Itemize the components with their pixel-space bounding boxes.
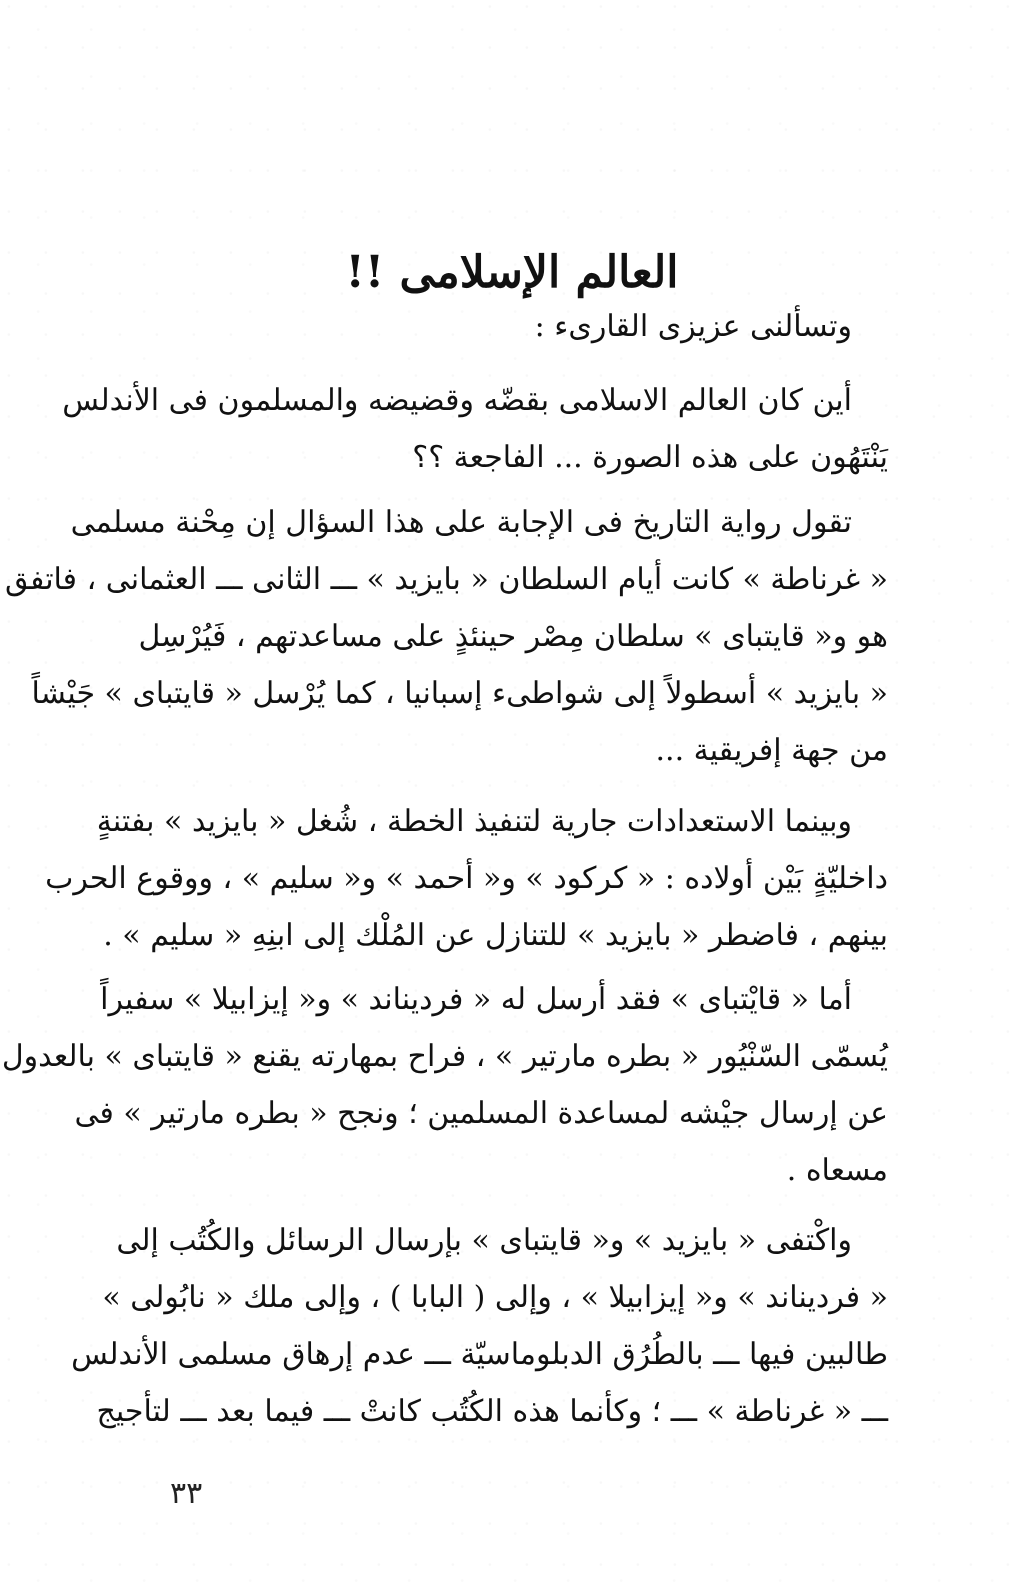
conflict-line-2: داخليّةٍ بَيْن أولاده : « كركود » و« أحمد » و« سليم » ، ووقوع الحرب — [45, 861, 888, 896]
history-line-3: هو و« قايتباى » سلطان مِصْر حينئذٍ على مساعدتهم ، فَيُرْسِل — [138, 619, 888, 654]
envoy-paragraph — [1, 971, 888, 1199]
envoy-line-3: عن إرسال جيْشه لمساعدة المسلمين ؛ ونجح « بطره مارتير » فى — [74, 1096, 888, 1131]
intro-line: وتسألنى عزيزى القارىء : — [534, 309, 852, 344]
intro-paragraph — [136, 298, 888, 355]
chapter-title: العالم الإسلامى !! — [345, 247, 679, 299]
history-line-2: « غرناطة » كانت أيام السلطان « بايزيد » ـــ الثانى ـــ العثمانى ، فاتفق — [5, 562, 888, 597]
internal-conflict-paragraph — [45, 793, 888, 964]
letters-line-2: « فرديناند » و« إيزابيلا » ، وإلى ( البابا ) ، وإلى ملك « نابُولى » — [102, 1280, 888, 1315]
letters-line-1: واكْتفى « بايزيد » و« قايتباى » بإرسال الرسائل والكُتُب إلى — [116, 1223, 852, 1258]
question-paragraph — [62, 372, 888, 486]
conflict-line-1: وبينما الاستعدادات جارية لتنفيذ الخطة ، شُغل « بايزيد » بفتنةٍ — [96, 804, 852, 839]
history-line-5: من جهة إفريقية ... — [655, 733, 888, 768]
page-number: ٣٣ — [170, 1476, 203, 1511]
question-line-1: أين كان العالم الاسلامى بقضّه وقضيضه والمسلمون فى الأندلس — [62, 383, 852, 418]
conflict-line-3: بينهم ، فاضطر « بايزيد » للتنازل عن المُلْك إلى ابنِهِ « سليم » . — [103, 918, 888, 953]
letters-line-3: طالبين فيها ـــ بالطُرُق الدبلوماسيّة ـــ عدم إرهاق مسلمى الأندلس — [71, 1337, 888, 1372]
history-line-1: تقول رواية التاريخ فى الإجابة على هذا السؤال إن مِحْنة مسلمى — [70, 505, 852, 540]
envoy-line-4: مسعاه . — [786, 1153, 888, 1188]
envoy-line-2: يُسمّى السّنْيُور « بطره مارتير » ، فراح بمهارته يقنع « قايتباى » بالعدول — [1, 1039, 888, 1074]
letters-paragraph — [71, 1212, 888, 1440]
envoy-line-1: أما « قايْتباى » فقد أرسل له « فرديناند » و« إيزابيلا » سفيراً — [100, 982, 852, 1017]
history-line-4: « بايزيد » أسطولاً إلى شواطىء إسبانيا ، كما يُرْسل « قايتباى » جَيْشاً — [31, 676, 888, 711]
history-paragraph — [5, 494, 888, 779]
letters-line-4: ـــ « غرناطة » ـــ ؛ وكأنما هذه الكُتُب كانتْ ـــ فيما بعد ـــ لتأجيج — [96, 1394, 888, 1429]
question-line-2: يَنْتَهُون على هذه الصورة ... الفاجعة ؟؟ — [412, 440, 888, 475]
